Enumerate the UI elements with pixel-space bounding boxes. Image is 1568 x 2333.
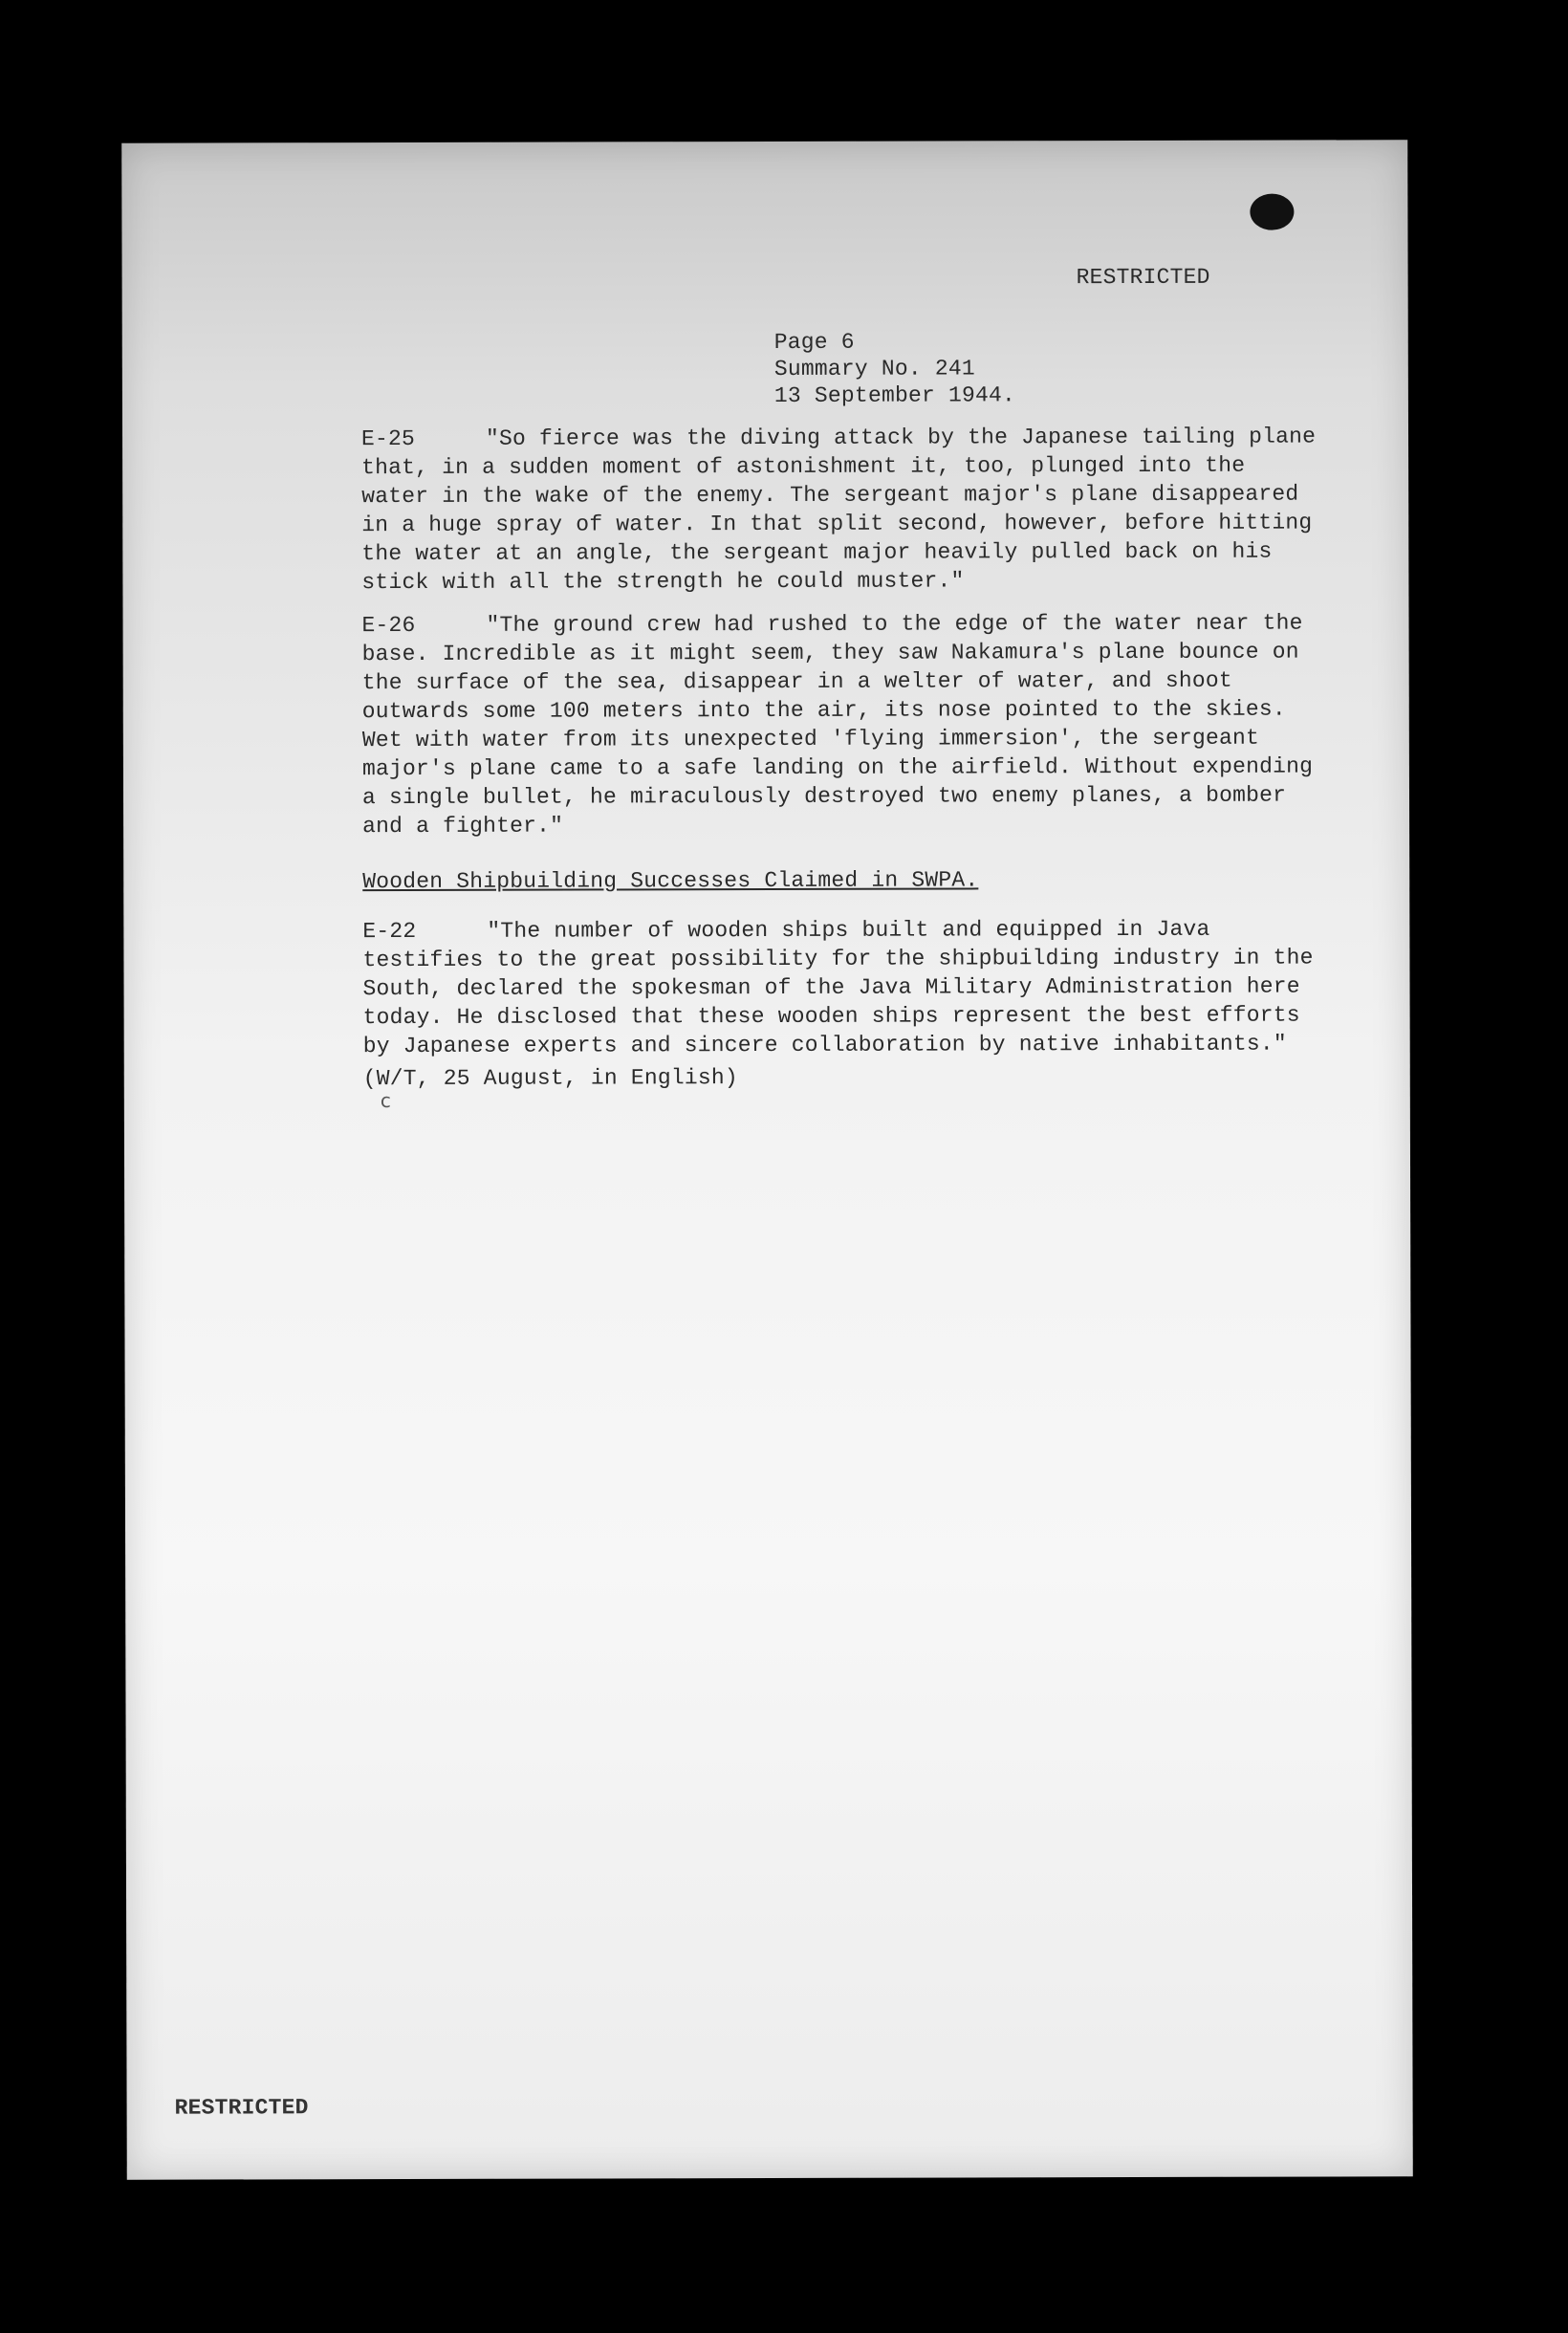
entry-e22	[362, 914, 1318, 1093]
summary-number: Summary No. 241	[773, 356, 975, 382]
entry-code: E-25	[360, 425, 416, 452]
entry-text: "So fierce was the diving attack by the Japanese tailing plane that, in a sudden moment of astonishment it, too, plunged into the water in the wake of the enemy. The sergeant major's plane disappeared in a huge spray of water. In that split second, however, before hitting the water at an angle, the sergeant major heavily pulled back on his stick with all the strength he could muster."	[361, 424, 1317, 596]
document-date: 13 September 1944.	[773, 382, 1015, 408]
source-citation: (W/T, 25 August, in English)	[362, 1065, 738, 1092]
ink-mark: ⅽ	[380, 1092, 391, 1115]
entry-text: "The number of wooden ships built and equipped in Java testifies to the great possibility for the shipbuilding industry in the South, declared the spokesman of the Java Military Administration here today. He disclosed that these wooden ships represent the best efforts by Japanese experts and sincere collaboration by native inhabitants."	[362, 916, 1314, 1059]
document-page	[121, 140, 1413, 2180]
section-heading: Wooden Shipbuilding Successes Claimed in SWPA.	[362, 867, 979, 895]
punch-hole	[1250, 194, 1294, 230]
classification-top: RESTRICTED	[1076, 264, 1210, 291]
entry-code: E-22	[362, 918, 417, 945]
entry-e25	[361, 422, 1318, 597]
entry-code: E-26	[361, 612, 416, 639]
document-header	[774, 328, 1015, 409]
page-number: Page 6	[773, 329, 855, 355]
classification-bottom: RESTRICTED	[174, 2095, 309, 2121]
entry-text: "The ground crew had rushed to the edge of the water near the base. Incredible as it might seem, they saw Nakamura's plane bounce on the surface of the sea, disappear in a welter of water, and shoot outwards some 100 meters into the air, its nose pointed to the skies. Wet with water from its unexpected 'flying immersion', the sergeant major's plane came to a safe landing on the airfield. Without expending a single bullet, he miraculously destroyed two enemy planes, a bomber and a fighter."	[361, 610, 1314, 839]
entry-e26	[361, 608, 1318, 840]
